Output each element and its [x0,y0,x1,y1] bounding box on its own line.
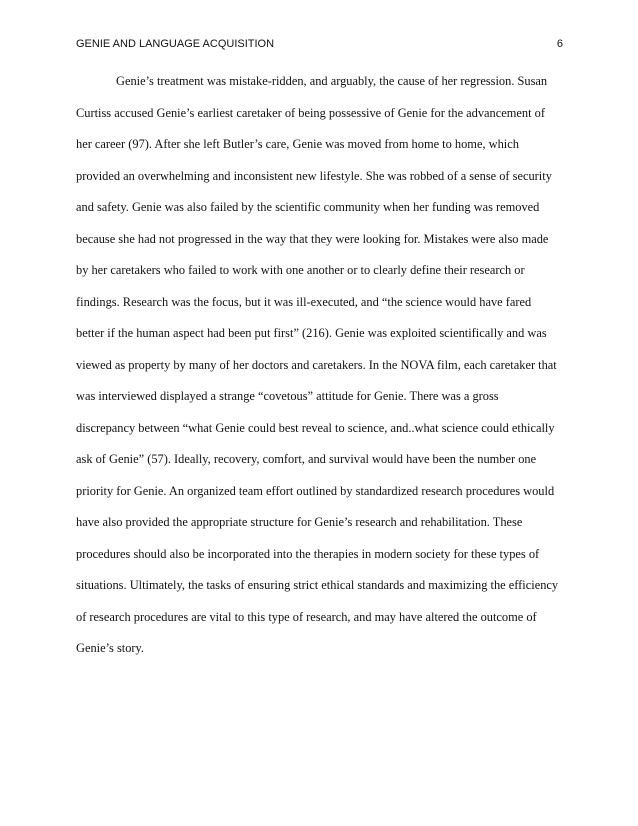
text-line: findings. Research was the focus, but it was ill-executed, and “the science would have fared [76,294,532,309]
text-line: and safety. Genie was also failed by the scientific community when her funding was removed [76,200,540,214]
text-line: ask of Genie” (57). Ideally, recovery, comfort, and survival would have been the number one [76,452,537,466]
page-number: 6 [556,38,563,50]
text-line: Genie’s story. [76,641,145,655]
text-line: by her caretakers who failed to work with one another or to clearly define their research or [76,263,525,277]
text-line: better if the human aspect had been put first” (216). Genie was exploited scientifically and was [76,326,547,340]
text-line: have also provided the appropriate structure for Genie’s research and rehabilitation. These [76,515,523,529]
text-line: viewed as property by many of her doctors and caretakers. In the NOVA film, each caretaker that [76,357,557,372]
text-line: Genie’s treatment was mistake-ridden, and arguably, the cause of her regression. Susan [116,74,548,88]
text-line: priority for Genie. An organized team effort outlined by standardized research procedures would [76,483,555,498]
text-line: situations. Ultimately, the tasks of ensuring strict ethical standards and maximizing the efficiency [76,578,559,592]
text-line: provided an overwhelming and inconsistent new lifestyle. She was robbed of a sense of security [76,168,552,183]
text-line: procedures should also be incorporated into the therapies in modern society for these types of [76,546,540,561]
body-paragraph [76,66,563,665]
text-line: Curtiss accused Genie’s earliest caretaker of being possessive of Genie for the advancement of [76,105,545,120]
text-line: because she had not progressed in the way that they were looking for. Mistakes were also made [76,231,549,246]
text-line: of research procedures are vital to this type of research, and may have altered the outcome of [76,609,537,624]
text-line: her career (97). After she left Butler’s care, Genie was moved from home to home, which [76,137,519,151]
text-line: was interviewed displayed a strange “covetous” attitude for Genie. There was a gross [76,389,499,403]
running-head-title: GENIE AND LANGUAGE ACQUISITION [76,38,275,50]
text-line: discrepancy between “what Genie could best reveal to science, and..what science could ethically [76,420,555,435]
